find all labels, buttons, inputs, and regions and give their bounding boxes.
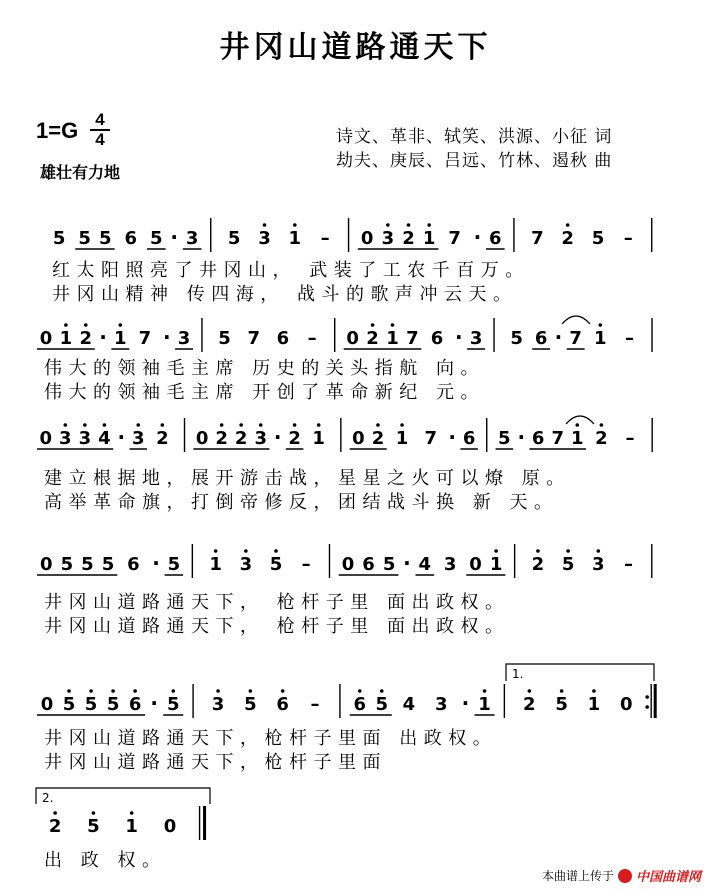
note: 2 [523, 694, 536, 715]
octave-dot [89, 689, 93, 693]
note: 5 [62, 694, 76, 715]
note: 1 [288, 228, 302, 249]
octave-dot [161, 423, 165, 427]
note: 0 [346, 328, 359, 349]
octave-dot [407, 223, 411, 227]
octave-dot [274, 549, 278, 553]
note: 2 [156, 428, 169, 449]
octave-dot [560, 689, 564, 693]
augmentation-dot: · [117, 425, 126, 449]
note: 2 [595, 428, 608, 449]
note: 1 [114, 328, 127, 349]
time-numerator: 4 [95, 110, 105, 129]
note: 2 [234, 428, 248, 449]
volta-label-first: 1. [512, 667, 524, 681]
note: 3 [177, 328, 191, 349]
note: 0 [360, 228, 374, 249]
sustain-dash: – [625, 428, 635, 449]
key-signature: 1=G [36, 118, 79, 143]
octave-dot [130, 811, 134, 815]
note: 0 [39, 328, 53, 349]
note: 3 [258, 228, 271, 249]
note: 3 [78, 428, 92, 449]
note: 6 [128, 694, 142, 715]
note: 0 [352, 428, 365, 449]
note: 6 [462, 428, 476, 449]
note: 6 [276, 328, 290, 349]
note: 5 [167, 694, 180, 715]
note: 7 [138, 328, 152, 349]
augmentation-dot: · [461, 691, 470, 715]
note: 0 [39, 428, 53, 449]
octave-dot [133, 689, 137, 693]
time-denominator: 4 [95, 130, 105, 149]
note: 7 [569, 328, 582, 349]
lyric-line: 红太阳照亮了井冈山， 武装了工农千百万。 [52, 260, 530, 281]
octave-dot [111, 689, 115, 693]
note: 2 [531, 554, 545, 575]
sustain-dash: – [623, 228, 633, 249]
note: 5 [167, 554, 181, 575]
composer-credit: 劫夫、庚辰、吕远、竹林、遏秋 曲 [336, 151, 613, 171]
octave-dot [358, 689, 362, 693]
note: 7 [424, 428, 437, 449]
repeat-dot [645, 695, 649, 699]
note: 7 [448, 228, 461, 249]
octave-dot [67, 689, 71, 693]
note: 6 [531, 428, 545, 449]
note: 6 [353, 694, 367, 715]
octave-dot [598, 323, 602, 327]
tempo-marking: 雄壮有力地 [40, 163, 121, 182]
augmentation-dot: · [99, 325, 107, 349]
octave-dot [239, 423, 243, 427]
octave-dot [53, 811, 57, 815]
note: 1 [386, 328, 399, 349]
octave-dot [83, 423, 87, 427]
note: 7 [551, 428, 565, 449]
note: 5 [99, 228, 112, 249]
octave-dot [380, 689, 384, 693]
note: 6 [127, 554, 140, 575]
augmentation-dot: · [150, 691, 158, 715]
note: 0 [341, 554, 355, 575]
note: 1 [571, 428, 584, 449]
note: 5 [591, 228, 605, 249]
octave-dot [220, 423, 224, 427]
note: 0 [163, 816, 177, 837]
sustain-dash: – [307, 328, 317, 349]
octave-dot [376, 423, 380, 427]
note: 5 [150, 228, 163, 249]
octave-dot [259, 423, 263, 427]
note: 5 [498, 428, 511, 449]
octave-dot [249, 689, 253, 693]
note: 5 [101, 554, 115, 575]
octave-dot [528, 689, 532, 693]
note: 6 [362, 554, 375, 575]
note: 1 [59, 328, 73, 349]
note: 3 [185, 228, 199, 249]
octave-dot [92, 811, 96, 815]
note: 5 [106, 694, 120, 715]
note: 3 [59, 428, 72, 449]
upload-footer [542, 866, 701, 885]
augmentation-dot: · [473, 225, 482, 249]
note: 1 [489, 554, 503, 575]
note: 5 [218, 328, 231, 349]
octave-dot [64, 323, 68, 327]
sustain-dash: – [624, 328, 634, 349]
note: 3 [592, 554, 605, 575]
octave-dot [427, 223, 431, 227]
note: 1 [312, 428, 325, 449]
octave-dot [293, 223, 297, 227]
note: 0 [619, 694, 633, 715]
octave-dot [536, 549, 540, 553]
note: 3 [443, 554, 457, 575]
note: 5 [81, 554, 94, 575]
note: 7 [247, 328, 261, 349]
note: 2 [366, 328, 379, 349]
note: 0 [40, 554, 53, 575]
octave-dot [103, 423, 107, 427]
note: 1 [395, 428, 409, 449]
octave-dot [566, 549, 570, 553]
octave-dot [575, 423, 579, 427]
note: 5 [244, 694, 257, 715]
note: 1 [125, 816, 138, 837]
note: 5 [555, 694, 568, 715]
note: 5 [510, 328, 523, 349]
note: 1 [478, 694, 491, 715]
note: 5 [87, 816, 100, 837]
note: 3 [469, 328, 483, 349]
note: 5 [561, 554, 575, 575]
note: 2 [215, 428, 228, 449]
note: 5 [84, 694, 98, 715]
lyric-line: 高举革命旗，打倒帝修反，团结战斗换 新 天。 [44, 492, 559, 513]
site-logo-icon [618, 869, 632, 883]
octave-dot [596, 549, 600, 553]
note: 3 [381, 228, 395, 249]
lyric-line: 井冈山道路通天下，枪杆子里面 [44, 752, 387, 773]
octave-dot [64, 423, 68, 427]
note: 1 [587, 694, 601, 715]
octave-dot [600, 423, 604, 427]
song-title: 井冈山道路通天下 [219, 30, 492, 65]
lyric-line: 井冈山道路通天下，枪杆子里面 出政权。 [44, 728, 498, 749]
slur-tie [566, 416, 594, 424]
octave-dot [494, 549, 498, 553]
octave-dot [84, 323, 88, 327]
lyric-line: 井冈山道路通天下， 枪杆子里 面出政权。 [44, 616, 510, 637]
note: 2 [48, 816, 62, 837]
note: 2 [371, 428, 385, 449]
note: 3 [239, 554, 253, 575]
note: 5 [227, 228, 241, 249]
lyric-line: 伟大的领袖毛主席 历史的关头指航 向。 [44, 358, 485, 379]
note: 4 [98, 428, 111, 449]
note: 1 [422, 228, 436, 249]
lyricist-credit: 诗文、革非、轼笑、洪源、小征 词 [336, 127, 613, 147]
note: 5 [375, 694, 389, 715]
note: 6 [489, 228, 502, 249]
site-name: 中国曲谱网 [635, 870, 701, 885]
octave-dot [263, 223, 267, 227]
note: 2 [402, 228, 415, 249]
note: 3 [434, 694, 448, 715]
augmentation-dot: · [162, 325, 171, 349]
augmentation-dot: · [517, 425, 526, 449]
note: 5 [269, 554, 283, 575]
sustain-dash: – [320, 228, 330, 249]
lyric-line: 井冈山道路通天下， 枪杆子里 面出政权。 [44, 592, 510, 613]
octave-dot [171, 689, 175, 693]
octave-dot [400, 423, 404, 427]
augmentation-dot: · [448, 425, 457, 449]
octave-dot [293, 423, 297, 427]
note: 6 [430, 328, 444, 349]
octave-dot [214, 549, 218, 553]
note: 5 [60, 554, 74, 575]
octave-dot [386, 223, 390, 227]
note: 1 [593, 328, 607, 349]
note: 7 [406, 328, 419, 349]
octave-dot [483, 689, 487, 693]
footer-text: 本曲谱上传于 [541, 869, 614, 883]
note: 0 [469, 554, 482, 575]
note: 5 [52, 228, 66, 249]
slur-tie [562, 316, 590, 324]
lyric-line: 出 政 权。 [44, 850, 167, 871]
note: 0 [40, 694, 54, 715]
augmentation-dot: · [403, 551, 411, 575]
note: 3 [254, 428, 267, 449]
augmentation-dot: · [152, 551, 160, 575]
octave-dot [592, 689, 596, 693]
octave-dot [281, 689, 285, 693]
volta-label-second: 2. [42, 791, 54, 805]
note: 7 [531, 228, 544, 249]
octave-dot [216, 689, 220, 693]
lyric-line: 井冈山精神 传四海， 战斗的歌声冲云天。 [52, 284, 518, 305]
augmentation-dot: · [554, 325, 563, 349]
note: 2 [79, 328, 93, 349]
octave-dot [371, 323, 375, 327]
octave-dot [244, 549, 248, 553]
note: 4 [402, 694, 416, 715]
octave-dot [136, 423, 140, 427]
octave-dot [566, 223, 570, 227]
lyric-line: 伟大的领袖毛主席 开创了革命新纪 元。 [44, 382, 485, 403]
sustain-dash: – [301, 554, 311, 575]
augmentation-dot: · [170, 225, 179, 249]
augmentation-dot: · [455, 325, 463, 349]
note: 6 [276, 694, 289, 715]
note: 2 [288, 428, 301, 449]
note: 5 [382, 554, 396, 575]
octave-dot [391, 323, 395, 327]
sustain-dash: – [310, 694, 320, 715]
note: 1 [209, 554, 222, 575]
augmentation-dot: · [273, 425, 282, 449]
note: 3 [131, 428, 145, 449]
note: 2 [561, 228, 574, 249]
repeat-dot [645, 705, 649, 709]
note: 6 [534, 328, 548, 349]
sustain-dash: – [623, 554, 633, 575]
octave-dot [317, 423, 321, 427]
note: 0 [195, 428, 209, 449]
volta-bracket-second [36, 788, 210, 804]
note: 3 [211, 694, 225, 715]
note: 4 [418, 554, 432, 575]
lyric-line: 建立根据地，展开游击战，星星之火可以燎 原。 [44, 468, 571, 489]
volta-bracket-first [506, 664, 654, 681]
note: 6 [124, 228, 138, 249]
note: 5 [78, 228, 91, 249]
octave-dot [119, 323, 123, 327]
